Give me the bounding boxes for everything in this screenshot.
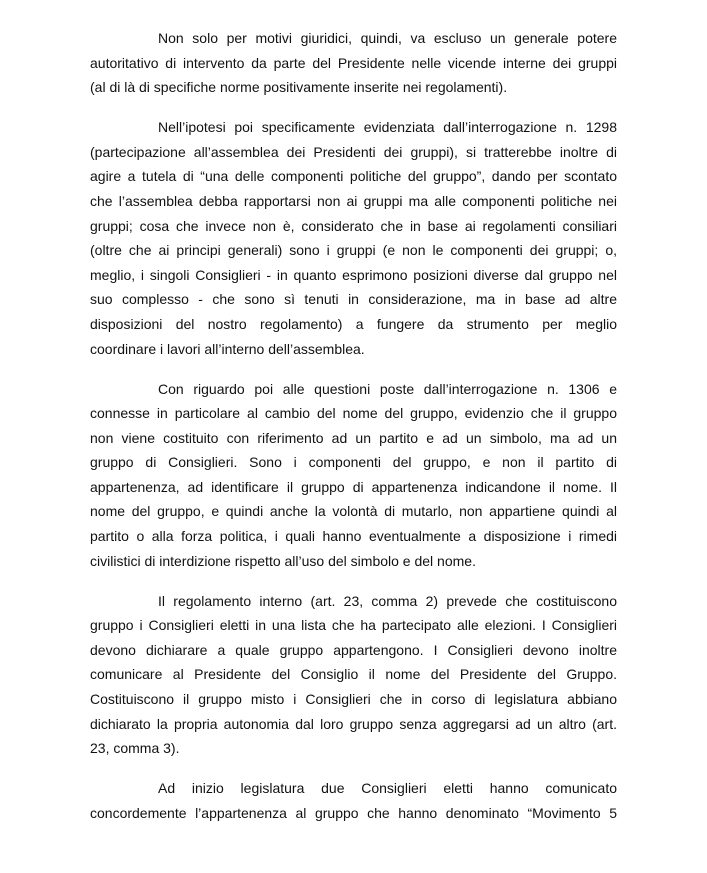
text-line: gruppi; cosa che invece non è, considerato che in base ai regolamenti consiliari xyxy=(90,217,617,234)
text-line: Non solo per motivi giuridici, quindi, va escluso un generale potere xyxy=(158,30,617,46)
text-line: nome del gruppo, e quindi anche la volontà di mutarlo, non appartiene quindi al xyxy=(90,503,617,520)
text-line: gruppo di Consiglieri. Sono i componenti del gruppo, e non il partito di xyxy=(90,454,617,471)
text-line: comunicare al Presidente del Consiglio il nome del Presidente del Gruppo. xyxy=(90,666,617,683)
paragraph xyxy=(90,589,617,761)
text-line: coordinare i lavori all’interno dell’assemblea. xyxy=(90,340,365,357)
text-line: appartenenza, ad identificare il gruppo di appartenenza indicandone il nome. Il xyxy=(90,478,617,495)
paragraph xyxy=(90,26,617,100)
text-line: (partecipazione all’assemblea dei Presidenti dei gruppi), si tratterebbe inoltre di xyxy=(90,143,617,160)
text-line: Ad inizio legislatura due Consiglieri eletti hanno comunicato xyxy=(158,780,617,797)
text-line: civilistici di interdizione rispetto all’uso del simbolo e del nome. xyxy=(90,552,476,569)
text-line: Nell’ipotesi poi specificamente evidenziata dall’interrogazione n. 1298 xyxy=(158,119,617,136)
text-line: 23, comma 3). xyxy=(90,740,180,757)
text-line: devono dichiarare a quale gruppo appartengono. I Consiglieri devono inoltre xyxy=(90,641,617,658)
text-line: autoritativo di intervento da parte del Presidente nelle vicende interne dei gruppi xyxy=(90,54,617,71)
text-line: (oltre che ai principi generali) sono i gruppi (e non le componenti dei gruppi; o, xyxy=(90,242,617,259)
text-line: connesse in particolare al cambio del nome del gruppo, evidenzio che il gruppo xyxy=(90,405,617,422)
text-line: gruppo i Consiglieri eletti in una lista che ha partecipato alle elezioni. I Consiglieri xyxy=(90,617,617,634)
text-line: dichiarato la propria autonomia dal loro gruppo senza aggregarsi ad un altro (art. xyxy=(90,715,617,732)
paragraph xyxy=(90,776,617,825)
text-line: non viene costituito con riferimento ad un partito e ad un simbolo, ma ad un xyxy=(90,429,617,446)
text-line: (al di là di specifiche norme positivamente inserite nei regolamenti). xyxy=(90,79,508,96)
paragraph xyxy=(90,377,617,574)
paragraph xyxy=(90,115,617,361)
text-line: disposizioni del nostro regolamento) a fungere da strumento per meglio xyxy=(90,315,617,332)
text-line: partito o alla forza politica, i quali hanno eventualmente a disposizione i rimedi xyxy=(90,528,617,545)
text-line: Costituiscono il gruppo misto i Consiglieri che in corso di legislatura abbiano xyxy=(90,691,617,708)
text-line: suo complesso - che sono sì tenuti in considerazione, ma in base ad altre xyxy=(90,291,617,308)
text-line: agire a tutela di “una delle componenti politiche del gruppo”, dando per scontato xyxy=(90,168,617,185)
text-line: Con riguardo poi alle questioni poste dall’interrogazione n. 1306 e xyxy=(158,380,617,397)
document-page xyxy=(90,26,617,841)
text-line: che l’assemblea debba rapportarsi non ai gruppi ma alle componenti politiche nei xyxy=(90,192,617,209)
text-line: concordemente l’appartenenza al gruppo che hanno denominato “Movimento 5 xyxy=(90,804,617,821)
text-line: Il regolamento interno (art. 23, comma 2) prevede che costituiscono xyxy=(158,592,617,609)
text-line: meglio, i singoli Consiglieri - in quanto esprimono posizioni diverse dal gruppo nel xyxy=(90,266,617,283)
